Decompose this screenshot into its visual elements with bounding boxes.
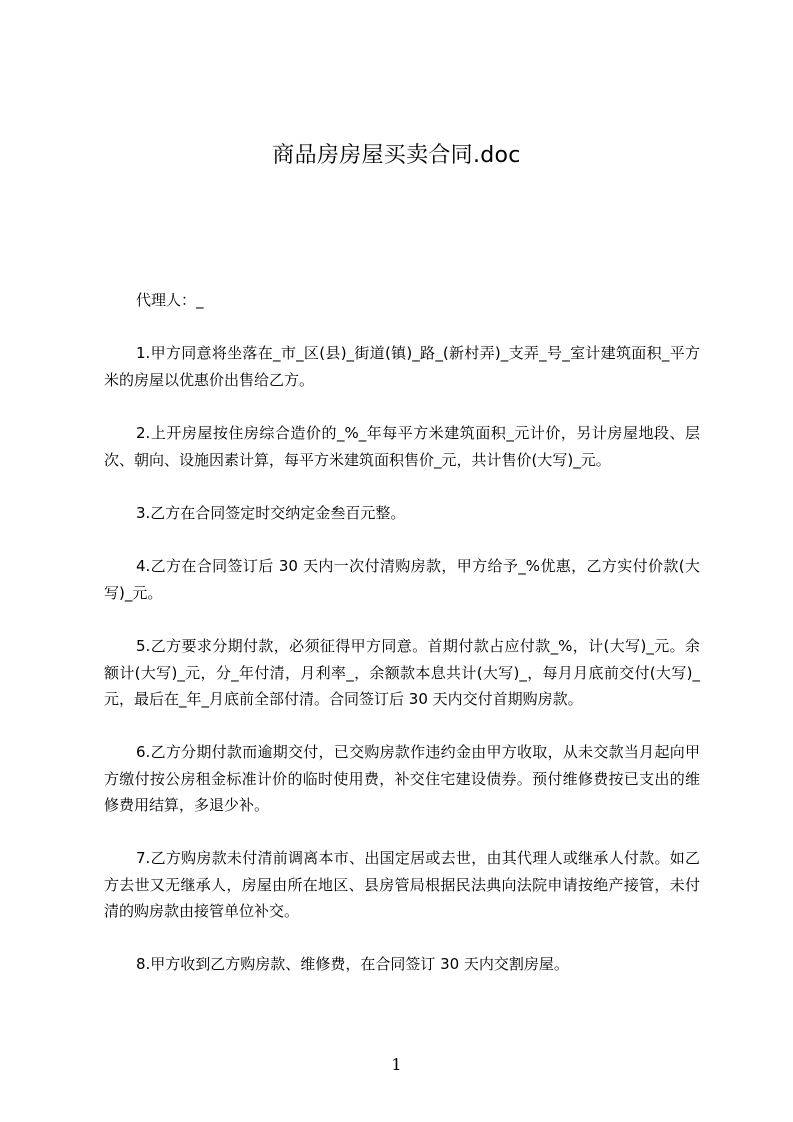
paragraph-clause-3: 3.乙方在合同签定时交纳定金叁百元整。 — [136, 504, 406, 522]
page-number: 1 — [391, 1055, 402, 1074]
paragraph-clause-7: 7.乙方购房款未付清前调离本市、出国定居或去世，由其代理人或继承人付款。如乙方去世又无继承人，房屋由所在地区、县房管局根据民法典向法院申请按绝产接管，未付清的购房款由接管单位补交。 — [104, 849, 700, 920]
paragraph-clause-5: 5.乙方要求分期付款，必须征得甲方同意。首期付款占应付款_%，计(大写)_元。余额计(大写)_元，分_年付清，月利率_，余额款本息共计(大写)_，每月月底前交付(大写)_元，最后在_年_月底前全部付清。合同签订后 30 天内交付首期购房款。 — [104, 637, 700, 708]
paragraph-clause-8: 8.甲方收到乙方购房款、维修费，在合同签订 30 天内交割房屋。 — [136, 955, 569, 973]
paragraph-clause-1: 1.甲方同意将坐落在_市_区(县)_街道(镇)_路_(新村弄)_支弄_号_室计建筑面积_平方米的房屋以优惠价出售给乙方。 — [104, 344, 700, 389]
paragraph-agent: 代理人：_ — [136, 291, 204, 309]
paragraph-clause-6: 6.乙方分期付款而逾期交付，已交购房款作违约金由甲方收取，从未交款当月起向甲方缴付按公房租金标准计价的临时使用费，补交住宅建设债券。预付维修费按已支出的维修费用结算，多退少补。 — [104, 743, 700, 814]
paragraph-clause-4: 4.乙方在合同签订后 30 天内一次付清购房款，甲方给予_%优惠，乙方实付价款(大写)_元。 — [104, 557, 700, 602]
document-title: 商品房房屋买卖合同.doc — [272, 143, 521, 168]
paragraph-clause-2: 2.上开房屋按住房综合造价的_%_年每平方米建筑面积_元计价，另计房屋地段、层次、朝向、设施因素计算，每平方米建筑面积售价_元，共计售价(大写)_元。 — [104, 424, 700, 469]
